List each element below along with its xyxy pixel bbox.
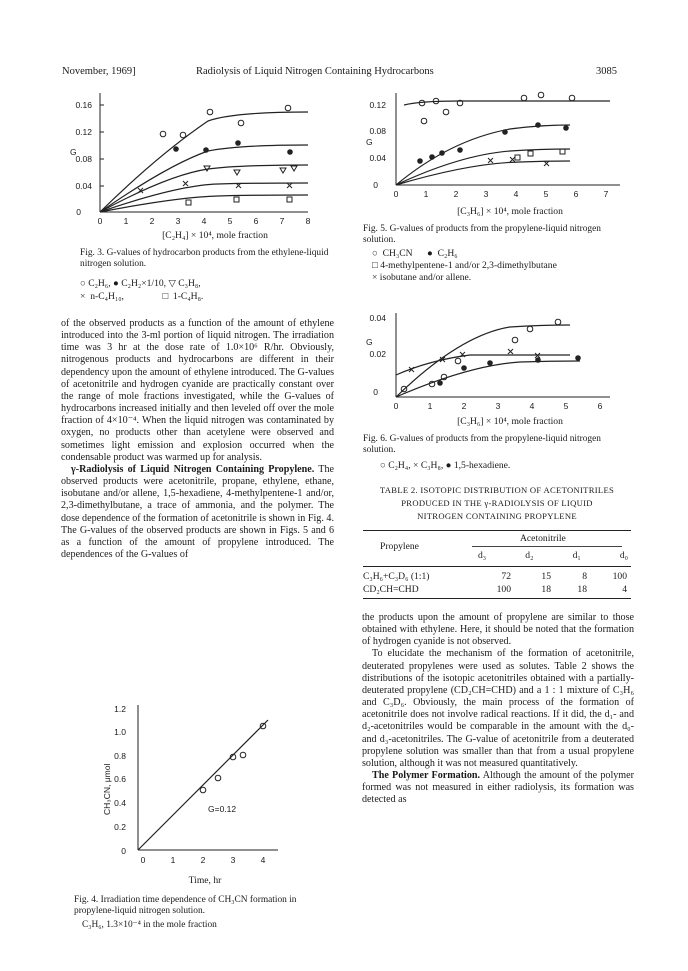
fig5-xtick: 1 xyxy=(423,189,429,199)
fig5-xtick: 0 xyxy=(393,189,399,199)
fig4-xtick: 2 xyxy=(200,855,206,865)
fig3-xtick: 2 xyxy=(149,216,155,226)
fig6-xtick: 3 xyxy=(495,401,501,411)
figure-5 xyxy=(360,85,650,205)
fig6-xtick: 0 xyxy=(393,401,399,411)
fig6-ytick: 0.04 xyxy=(369,313,386,323)
table2-col-d2: d₂ xyxy=(525,550,534,561)
fig6-ytick: 0.02 xyxy=(369,349,386,359)
table-row xyxy=(363,583,633,596)
fig3-xtick: 4 xyxy=(201,216,207,226)
body-right-column xyxy=(362,612,634,807)
fig5-ylabel: G xyxy=(366,137,373,147)
table2-body xyxy=(363,570,633,596)
fig4-ytick: 0.2 xyxy=(114,822,126,832)
fig6-ytick: 0 xyxy=(373,387,378,397)
figure-6-plot xyxy=(360,305,650,415)
fig3-xtick: 7 xyxy=(279,216,285,226)
fig3-xtick: 8 xyxy=(305,216,311,226)
fig5-xtick: 2 xyxy=(453,189,459,199)
fig4-ytick: 1.0 xyxy=(114,727,126,737)
body-left-paragraph xyxy=(61,318,334,561)
fig6-xtick: 6 xyxy=(597,401,603,411)
fig3-xtick: 3 xyxy=(175,216,181,226)
page-number: 3085 xyxy=(596,66,617,77)
fig6-xtick: 1 xyxy=(427,401,433,411)
fig3-ytick: 0.12 xyxy=(75,127,92,137)
table2-cell: 15 xyxy=(541,571,551,582)
fig4-xtick: 1 xyxy=(170,855,176,865)
fig6-caption: Fig. 6. G-values of products from the propylene-liquid nitrogen solution. xyxy=(363,434,601,456)
figure-6 xyxy=(360,305,650,415)
running-header-title: Radiolysis of Liquid Nitrogen Containing Hydrocarbons xyxy=(196,66,434,77)
table2-cell: 100 xyxy=(612,571,627,582)
table2-cell: 18 xyxy=(541,584,551,595)
table2-col-headers xyxy=(478,550,628,561)
fig3-caption: Fig. 3. G-values of hydrocarbon products from the ethylene-liquid nitrogen solution. xyxy=(80,248,329,270)
table2-cell: 8 xyxy=(582,571,587,582)
paragraph: To elucidate the mechanism of the formation of acetonitrile, deuterated propylenes were used as solutes. Table 2 shows the distributions of the isotopic acetonitriles obtained with a partially-deuterated propylene (CD₂CH=CHD) and a 1 : 1 mixture of C₃H₆ and C₃D₆. Obviously, the main process of the formation of acetonitrile does not involve radical reactions. If it did, the d₁- and d₂-acetonitriles would be comparable in the amount with the d₀- and d₃-acetonitriles. The G-value of acetonitrile from a deuterated propylene solution was smaller than that from a usual propylene solution, although it was not measured quantitatively. xyxy=(362,648,634,769)
fig5-xtick: 5 xyxy=(543,189,549,199)
fig4-ytick: 0.8 xyxy=(114,751,126,761)
fig4-caption: Fig. 4. Irradiation time dependence of CH₃CN formation in propylene-liquid nitrogen solution. xyxy=(74,895,297,917)
fig5-legend-2: □ 4-methylpentene-1 and/or 2,3-dimethylbutane xyxy=(372,260,557,271)
fig5-xtick: 3 xyxy=(483,189,489,199)
fig6-xlabel: [C₃H₆] × 10⁴, mole fraction xyxy=(457,416,563,427)
table2-cell: 100 xyxy=(496,584,511,595)
fig5-xtick: 6 xyxy=(573,189,579,199)
fig4-ytick: 0.6 xyxy=(114,774,126,784)
fig4-ytick: 0.4 xyxy=(114,798,126,808)
fig5-xtick: 7 xyxy=(603,189,609,199)
table2-col-d3: d₃ xyxy=(478,550,487,561)
table2-title-3: NITROGEN CONTAINING PROPYLENE xyxy=(417,511,577,521)
table2-col-d1: d₁ xyxy=(572,550,581,561)
fig4-ytick: 0 xyxy=(121,846,126,856)
fig5-ytick: 0.04 xyxy=(369,153,386,163)
fig4-ylabel: CH₃CN, μmol xyxy=(102,763,112,815)
fig5-caption: Fig. 5. G-values of products from the propylene-liquid nitrogen solution. xyxy=(363,224,601,246)
running-header-date: November, 1969] xyxy=(62,66,136,77)
table2-cell: 18 xyxy=(577,584,587,595)
table2-row-header: Propylene xyxy=(380,541,419,552)
fig5-ytick: 0.12 xyxy=(369,100,386,110)
fig6-xtick: 4 xyxy=(529,401,535,411)
table2-col-group: Acetonitrile xyxy=(520,533,566,544)
fig3-xtick: 0 xyxy=(97,216,103,226)
fig6-xtick: 5 xyxy=(563,401,569,411)
table2-cell: 4 xyxy=(622,584,627,595)
fig4-ytick: 1.2 xyxy=(114,704,126,714)
figure-3-plot xyxy=(58,85,338,230)
fig3-xtick: 1 xyxy=(123,216,129,226)
table2-row-label: C₃H₆+C₃D₆ (1:1) xyxy=(363,571,430,582)
figure-3 xyxy=(58,85,338,230)
fig4-caption-conditions: C₃H₆, 1.3×10⁻⁴ in the mole fraction xyxy=(82,920,217,930)
fig5-legend-1: ○ CH₃CN ● C₂H₆ xyxy=(372,248,458,259)
paragraph: the products upon the amount of propylene are similar to those obtained with ethylene. Here, it should be noted that the formation of hydrogen cyanide is not observed. xyxy=(362,612,634,648)
fig3-ytick: 0.04 xyxy=(75,181,92,191)
figure-4-plot xyxy=(88,700,288,875)
fig3-xtick: 6 xyxy=(253,216,259,226)
fig4-xtick: 0 xyxy=(140,855,146,865)
polymer-text: Although the amount of the polymer formed was not measured in either radiolysis, its formation was detected as xyxy=(362,770,635,806)
section-paragraph xyxy=(362,770,634,806)
fig5-ytick: 0.08 xyxy=(369,126,386,136)
table2-cell: 72 xyxy=(501,571,511,582)
paragraph: of the observed products as a function of the amount of ethylene introduced into the 3-ml portion of liquid nitrogen. The irradiation time was 3 hr at the dose rate of 1.0×10⁶ R/hr. Obviously, nitrogenous products and hydrocarbons are different in their dependency upon the amount of ethylene introduced. The G-values of acetonitrile and hydrogen cyanide are practically constant over the range of mole fractions investigated, while the G-values of hydrocarbons increased initially and then leveled off over the mole fraction of 4×10⁻⁴. When the liquid nitrogen was contaminated by oxygen, no products other than acetylene were observed and sometimes light emission and explosion occurred when the condensable product was warmed up for analysis. xyxy=(61,318,334,463)
fig5-xlabel: [C₃H₆] × 10⁴, mole fraction xyxy=(457,206,563,217)
fig6-xtick: 2 xyxy=(461,401,467,411)
fig3-ytick: 0 xyxy=(76,207,81,217)
figure-5-plot xyxy=(360,85,650,205)
fig4-xtick: 3 xyxy=(230,855,236,865)
figure-4 xyxy=(88,700,288,875)
section-text: The observed products were acetonitrile, propane, ethylene, ethane, isobutane and/or allene, 1,5-hexadiene, 4-methylpentene-1 and/or, 2,3-dimethylbutane, a trace of ammonia, and the polymer. The dose dependence of the formation of acetonitrile is shown in Fig. 4. The G-values of the observed products are shown in Figs. 5 and 6 as a function of the amount of propylene introduced. The dependences of the G-values of xyxy=(61,463,334,560)
fig4-xlabel: Time, hr xyxy=(188,875,222,886)
fig5-legend-3: × isobutane and/or allene. xyxy=(372,272,472,283)
fig5-ytick: 0 xyxy=(373,180,378,190)
table2-title-2: PRODUCED IN THE γ-RADIOLYSIS OF LIQUID xyxy=(401,498,593,508)
fig3-ytick: 0.16 xyxy=(75,100,92,110)
section-heading: γ-Radiolysis of Liquid Nitrogen Containing Propylene. xyxy=(71,463,315,475)
fig5-xtick: 4 xyxy=(513,189,519,199)
fig3-legend-1: ○ C₂H₆, ● C₂H₂×1/10, ▽ C₃H₈, xyxy=(80,278,201,289)
table2-row-label: CD₂CH=CHD xyxy=(363,584,419,595)
fig4-annotation: G=0.12 xyxy=(208,804,237,814)
section-paragraph xyxy=(61,464,334,561)
fig6-legend-1: ○ C₂H₄, × C₃H₈, ● 1,5-hexadiene. xyxy=(380,460,511,471)
fig3-legend-2: × n-C₄H₁₀, □ 1-C₄H₈. xyxy=(80,291,204,302)
fig3-ytick: 0.08 xyxy=(75,154,92,164)
table-row xyxy=(363,570,633,583)
polymer-heading: The Polymer Formation. xyxy=(372,770,481,782)
table2-col-d0: d₀ xyxy=(619,550,628,561)
fig3-ylabel: G xyxy=(70,147,77,157)
table2-title-1: TABLE 2. ISOTOPIC DISTRIBUTION OF ACETONITRILES xyxy=(379,485,615,495)
fig4-xtick: 4 xyxy=(260,855,266,865)
fig3-xlabel: [C₂H₄] × 10⁴, mole fraction xyxy=(162,230,268,241)
fig3-xtick: 5 xyxy=(227,216,233,226)
fig6-ylabel: G xyxy=(366,337,373,347)
